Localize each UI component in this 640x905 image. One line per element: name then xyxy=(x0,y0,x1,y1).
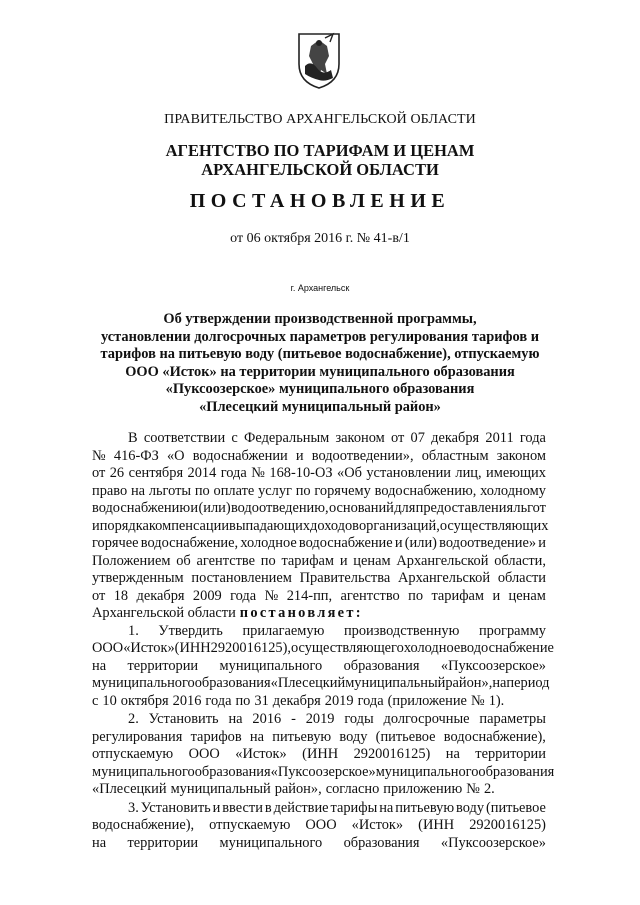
item-2-paragraph xyxy=(92,711,555,799)
document-type: ПОСТАНОВЛЕНИЕ xyxy=(189,190,451,212)
paragraph-line: с 10 октября 2016 года по 31 декабря 2019 года (приложение № 1). xyxy=(92,692,505,709)
paragraph-line: утвержденным постановлением Правительства Архангельской области xyxy=(92,570,546,586)
title-line: установлении долгосрочных параметров регулирования тарифов и xyxy=(100,328,540,345)
paragraph-line: муниципального образования «Пуксоозерское» муниципального образования xyxy=(92,763,555,780)
paragraph-line: от 18 декабря 2009 года № 214-пп, агентство по тарифам и ценам xyxy=(92,587,546,604)
paragraph-line: на территории муниципального образования «Пуксоозерское» xyxy=(92,834,546,851)
title-line: ООО «Исток» на территории муниципального образования xyxy=(125,363,515,380)
paragraph-line: регулирования тарифов на питьевую воду (питьевое водоснабжение), xyxy=(92,728,546,745)
government-name: ПРАВИТЕЛЬСТВО АРХАНГЕЛЬСКОЙ ОБЛАСТИ xyxy=(164,112,476,127)
city-name: г. Архангельск xyxy=(290,283,350,293)
item-1-paragraph xyxy=(92,622,554,711)
paragraph-line: № 416-ФЗ «О водоснабжении и водоотведении», областным законом xyxy=(92,447,546,464)
title-line: Об утверждении производственной программы, xyxy=(163,311,477,327)
paragraph-line: на территории муниципального образования «Пуксоозерское» xyxy=(92,657,546,674)
paragraph-line: ООО «Исток» (ИНН 2920016125), осуществляющего холодное водоснабжение xyxy=(92,640,554,656)
paragraph-line: право на льготы по оплате услуг по горячему водоснабжению, холодному xyxy=(92,482,546,499)
paragraph-line: Положением об агентстве по тарифам и ценам Архангельской области, xyxy=(92,552,546,569)
agency-line: АРХАНГЕЛЬСКОЙ ОБЛАСТИ xyxy=(201,160,439,179)
preamble-end: Архангельской области xyxy=(92,605,236,621)
paragraph-line: В соответствии с Федеральным законом от 07 декабря 2011 года xyxy=(128,430,546,446)
paragraph-line xyxy=(92,605,546,623)
date-and-number: от 06 октября 2016 г. № 41-в/1 xyxy=(230,231,410,246)
title-line: тарифов на питьевую воду (питьевое водоснабжение), отпускаемую xyxy=(100,346,540,363)
preamble-paragraph xyxy=(92,430,549,605)
paragraph-line: 3. Установить и ввести в действие тарифы на питьевую воду (питьевое xyxy=(128,799,546,816)
paragraph-line: 2. Установить на 2016 - 2019 годы долгосрочные параметры xyxy=(128,711,546,727)
arkhangelsk-coat-of-arms-icon xyxy=(297,30,341,90)
title-line: «Плесецкий муниципальный район» xyxy=(199,398,441,415)
paragraph-line: «Плесецкий муниципальный район», согласно приложению № 2. xyxy=(92,781,495,797)
document-title xyxy=(100,311,540,417)
document-body xyxy=(92,430,555,852)
resolves-word: постановляет: xyxy=(239,605,363,621)
paragraph-line: от 26 сентября 2014 года № 168-10-ОЗ «Об установлении лиц, имеющих xyxy=(92,465,546,481)
paragraph-line: водоснабжению и (или) водоотведению, оснований для предоставления льгот xyxy=(92,500,546,516)
title-line: «Пуксоозерское» муниципального образования xyxy=(165,381,475,398)
paragraph-line: и порядка компенсации выпадающих доходов организаций, осуществляющих xyxy=(92,517,549,534)
paragraph-line: муниципального образования «Плесецкий муниципальный район», на период xyxy=(92,675,550,691)
item-3-paragraph xyxy=(92,800,546,853)
paragraph-line: отпускаемую ООО «Исток» (ИНН 2920016125) на территории xyxy=(92,746,546,762)
agency-line: АГЕНТСТВО ПО ТАРИФАМ И ЦЕНАМ xyxy=(165,141,475,160)
paragraph-line: горячее водоснабжение, холодное водоснабжение и (или) водоотведение» и xyxy=(92,535,546,551)
paragraph-line: 1. Утвердить прилагаемую производственную программу xyxy=(128,622,546,639)
paragraph-line: водоснабжение), отпускаемую ООО «Исток» (ИНН 2920016125) xyxy=(92,817,546,833)
agency-name xyxy=(0,141,640,179)
